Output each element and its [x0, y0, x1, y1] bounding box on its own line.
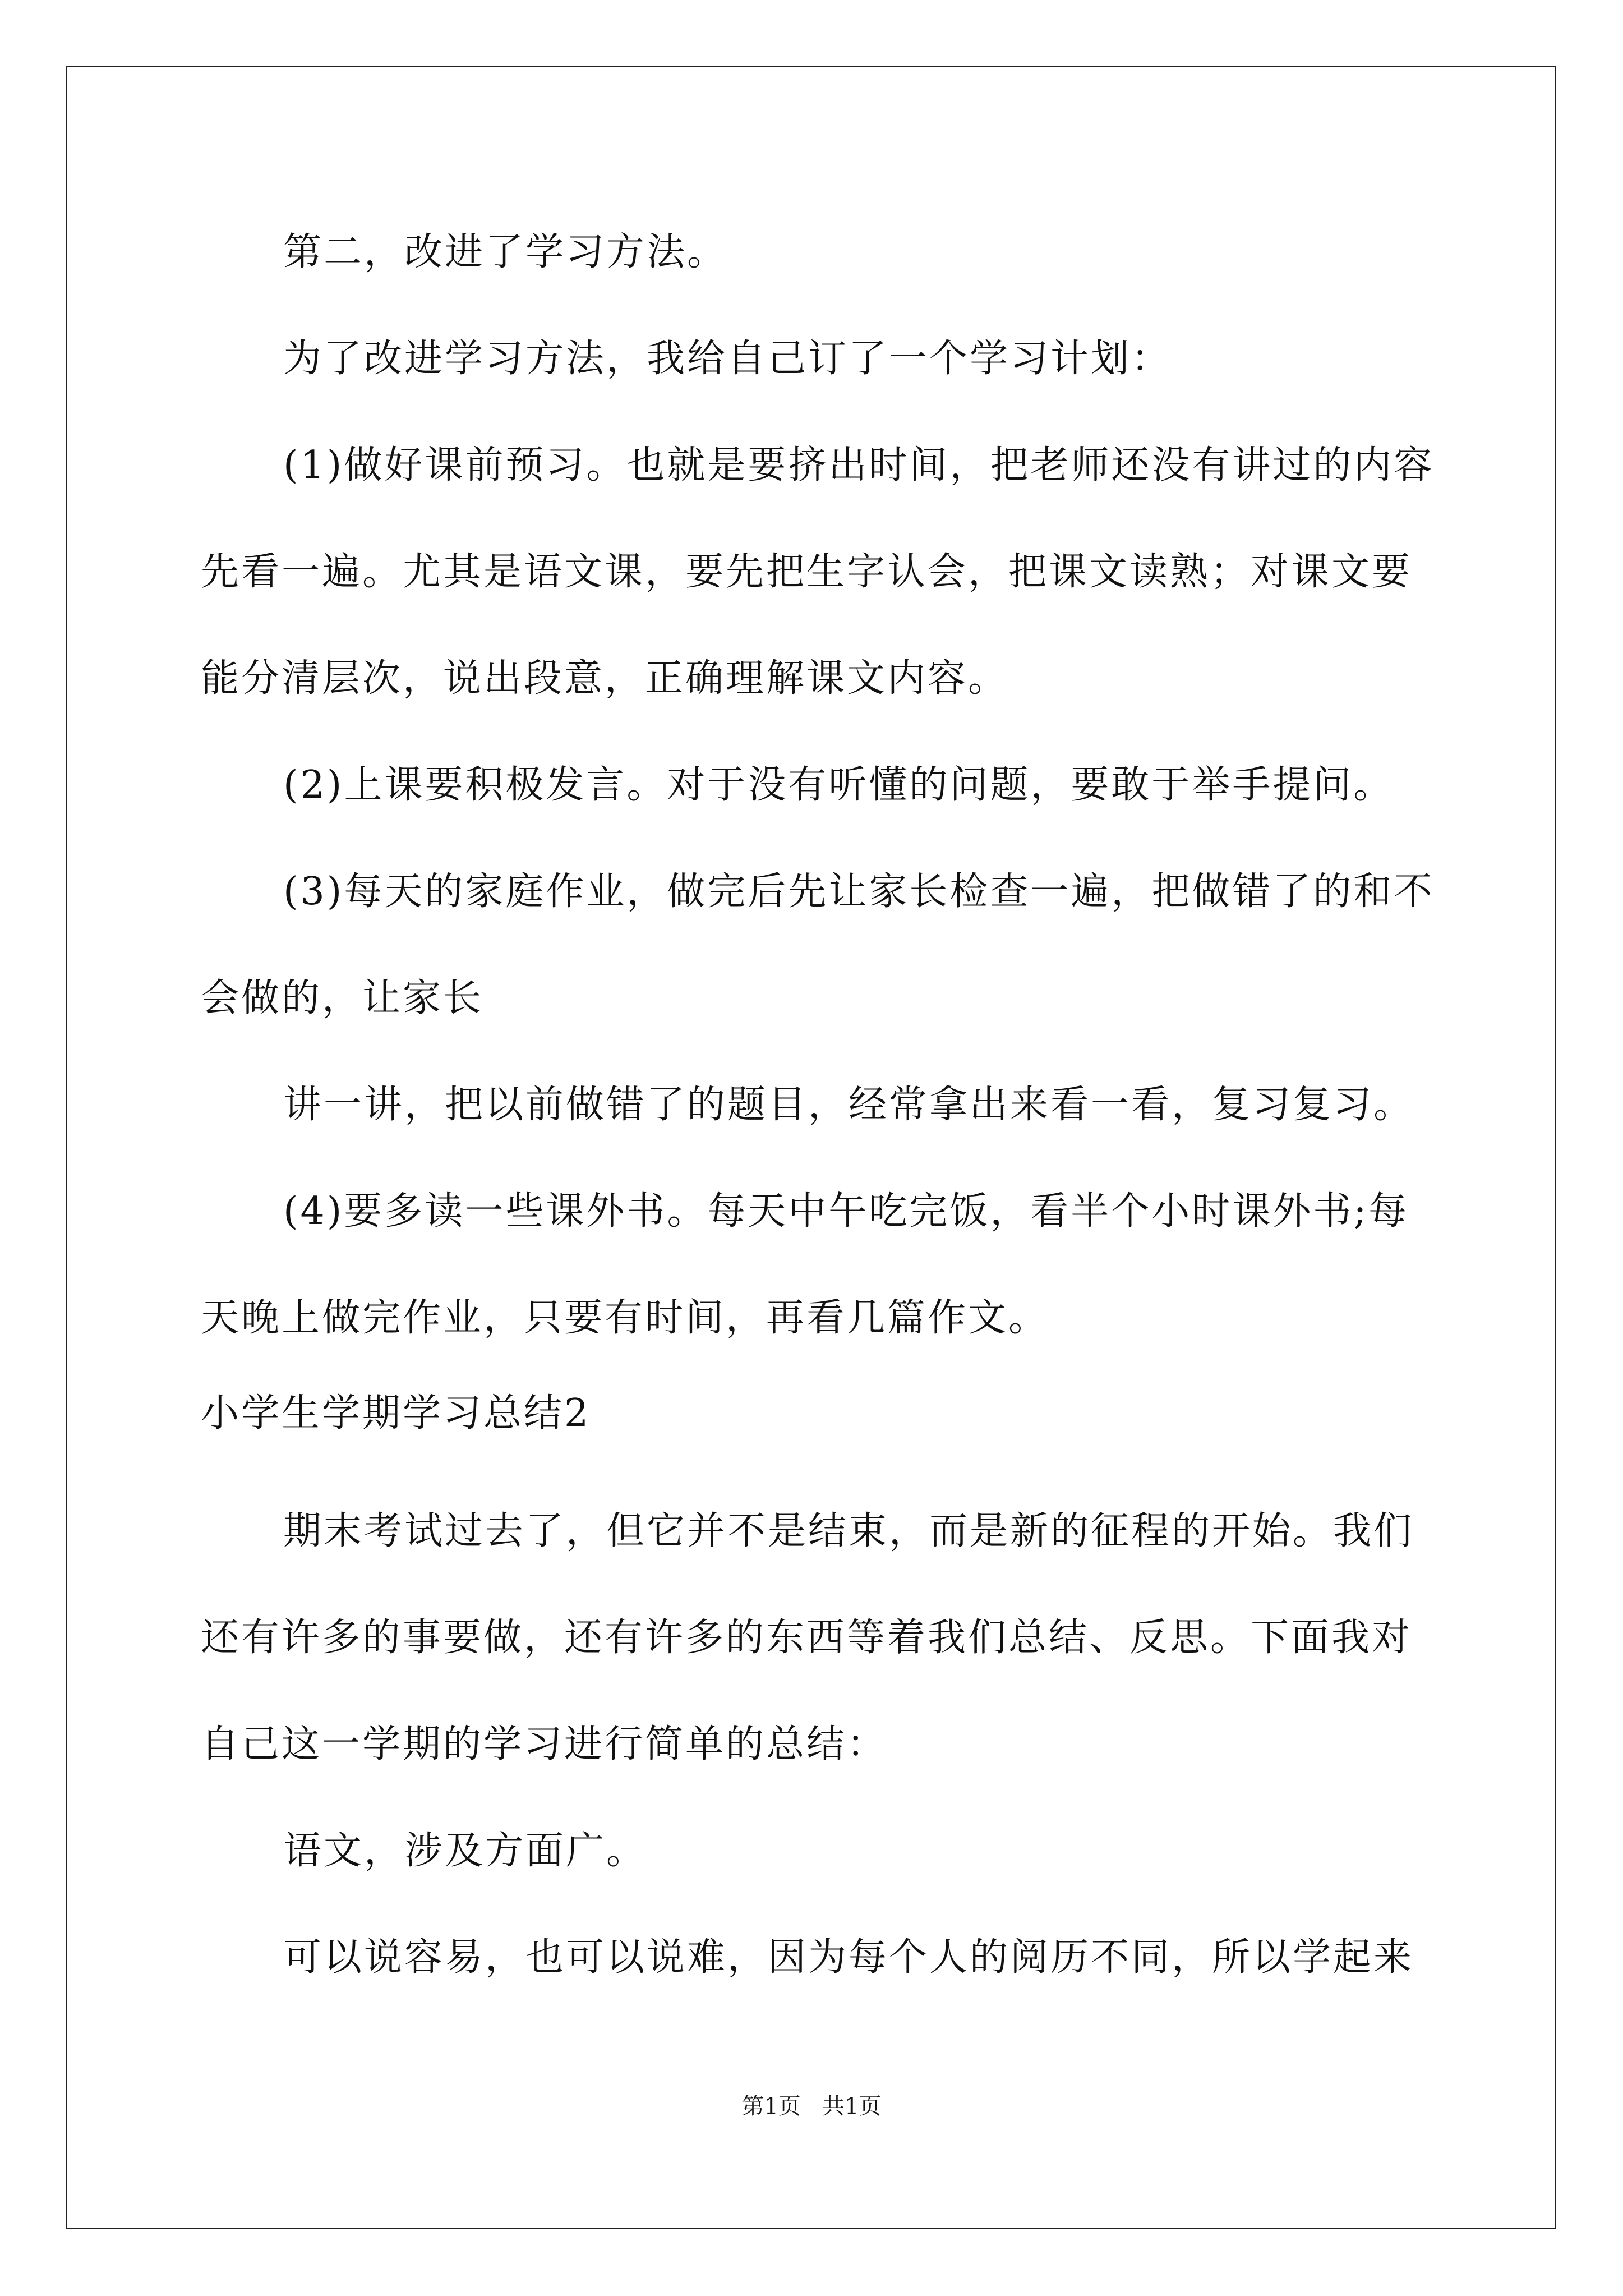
text-line-5: 能分清层次，说出段意，正确理解课文内容。 — [201, 656, 1009, 701]
text-line-17: 可以说容易，也可以说难，因为每个人的阅历不同，所以学起来 — [283, 1935, 1414, 1980]
text-line-9: 讲一讲，把以前做错了的题目，经常拿出来看一看，复习复习。 — [283, 1083, 1414, 1127]
text-line-11: 天晚上做完作业，只要有时间，再看几篇作文。 — [201, 1296, 1049, 1340]
text-line-3: (1)做好课前预习。也就是要挤出时间，把老师还没有讲过的内容 — [283, 443, 1435, 487]
text-line-14: 还有许多的事要做，还有许多的东西等着我们总结、反思。下面我对 — [201, 1616, 1413, 1660]
text-line-4: 先看一遍。尤其是语文课，要先把生字认会，把课文读熟；对课文要 — [201, 550, 1413, 594]
section-heading: 小学生学期学习总结2 — [201, 1391, 591, 1435]
text-line-15: 自己这一学期的学习进行简单的总结： — [201, 1722, 888, 1766]
text-line-6: (2)上课要积极发言。对于没有听懂的问题，要敢于举手提问。 — [283, 763, 1394, 807]
text-line-7: (3)每天的家庭作业，做完后先让家长检查一遍，把做错了的和不 — [283, 869, 1435, 914]
text-line-1: 第二，改进了学习方法。 — [283, 230, 728, 274]
text-line-8: 会做的，让家长 — [201, 976, 484, 1020]
text-line-2: 为了改进学习方法，我给自己订了一个学习计划： — [283, 337, 1172, 381]
text-line-10: (4)要多读一些课外书。每天中午吃完饭，看半个小时课外书;每 — [283, 1189, 1409, 1234]
page-border — [66, 66, 1556, 2229]
text-line-16: 语文，涉及方面广。 — [283, 1829, 647, 1873]
page-number: 第1页 共1页 — [741, 2093, 882, 2119]
text-line-13: 期末考试过去了，但它并不是结束，而是新的征程的开始。我们 — [283, 1509, 1414, 1553]
